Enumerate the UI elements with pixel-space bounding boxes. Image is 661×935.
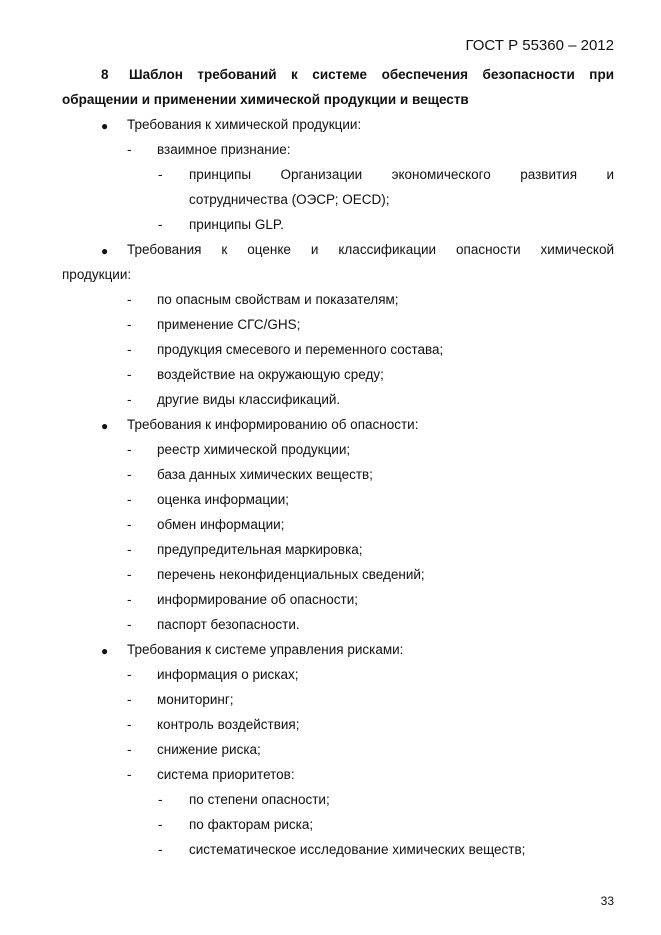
bullet-text-cont: продукции:: [62, 267, 132, 282]
list-item: снижение риска;: [157, 742, 261, 757]
sub-list-item: принципы GLP.: [189, 217, 284, 232]
list-item: применение СГС/GHS;: [157, 317, 301, 332]
dash-marker: -: [127, 467, 132, 482]
list-item: паспорт безопасности.: [157, 617, 300, 632]
bullet-text: Требования к системе управления рисками:: [127, 642, 404, 657]
dash-marker: -: [158, 217, 163, 232]
section-title-line1: Шаблон требований к системе обеспечения безопасности при: [129, 67, 614, 82]
dash-marker: -: [158, 842, 163, 857]
sub-list-item: по факторам риска;: [189, 817, 314, 832]
list-item: взаимное признание:: [157, 142, 291, 157]
dash-marker: -: [127, 742, 132, 757]
dash-marker: -: [127, 617, 132, 632]
bullet-text: Требования к химической продукции:: [127, 117, 362, 132]
section-title-line2: обращении и применении химической продукции и веществ: [62, 92, 469, 107]
dash-marker: -: [158, 817, 163, 832]
list-item: база данных химических веществ;: [157, 467, 373, 482]
dash-marker: -: [127, 492, 132, 507]
section-number: 8: [101, 67, 109, 82]
dash-marker: -: [158, 167, 163, 182]
dash-marker: -: [127, 442, 132, 457]
dash-marker: -: [127, 292, 132, 307]
dash-marker: -: [127, 367, 132, 382]
document-header: ГОСТ Р 55360 – 2012: [465, 37, 614, 54]
list-item: продукция смесевого и переменного состава;: [157, 342, 444, 357]
list-item: обмен информации;: [157, 517, 285, 532]
list-item: информация о рисках;: [157, 667, 299, 682]
list-item: оценка информации;: [157, 492, 289, 507]
sub-list-item: по степени опасности;: [189, 792, 330, 807]
list-item: система приоритетов:: [157, 767, 295, 782]
bullet-text: Требования к оценке и классификации опасности химической: [127, 242, 614, 257]
sub-list-item: систематическое исследование химических веществ;: [189, 842, 526, 857]
bullet-marker: ●: [101, 644, 109, 658]
bullet-marker: ●: [101, 244, 109, 258]
bullet-marker: ●: [101, 419, 109, 433]
bullet-marker: ●: [101, 119, 109, 133]
list-item: предупредительная маркировка;: [157, 542, 363, 557]
sub-list-item: принципы Организации экономического развития и: [189, 167, 614, 182]
list-item: перечень неконфиденциальных сведений;: [157, 567, 425, 582]
list-item: воздействие на окружающую среду;: [157, 367, 384, 382]
dash-marker: -: [127, 767, 132, 782]
dash-marker: -: [127, 392, 132, 407]
list-item: по опасным свойствам и показателям;: [157, 292, 399, 307]
dash-marker: -: [127, 142, 132, 157]
dash-marker: -: [158, 792, 163, 807]
dash-marker: -: [127, 317, 132, 332]
list-item: другие виды классификаций.: [157, 392, 341, 407]
list-item: информирование об опасности;: [157, 592, 358, 607]
dash-marker: -: [127, 542, 132, 557]
dash-marker: -: [127, 692, 132, 707]
list-item: контроль воздействия;: [157, 717, 300, 732]
bullet-text: Требования к информированию об опасности:: [127, 417, 419, 432]
dash-marker: -: [127, 567, 132, 582]
sub-list-item-cont: сотрудничества (ОЭСР; OECD);: [189, 192, 390, 207]
dash-marker: -: [127, 517, 132, 532]
dash-marker: -: [127, 342, 132, 357]
page-number: 33: [600, 894, 614, 908]
dash-marker: -: [127, 592, 132, 607]
list-item: мониторинг;: [157, 692, 234, 707]
dash-marker: -: [127, 717, 132, 732]
dash-marker: -: [127, 667, 132, 682]
list-item: реестр химической продукции;: [157, 442, 351, 457]
